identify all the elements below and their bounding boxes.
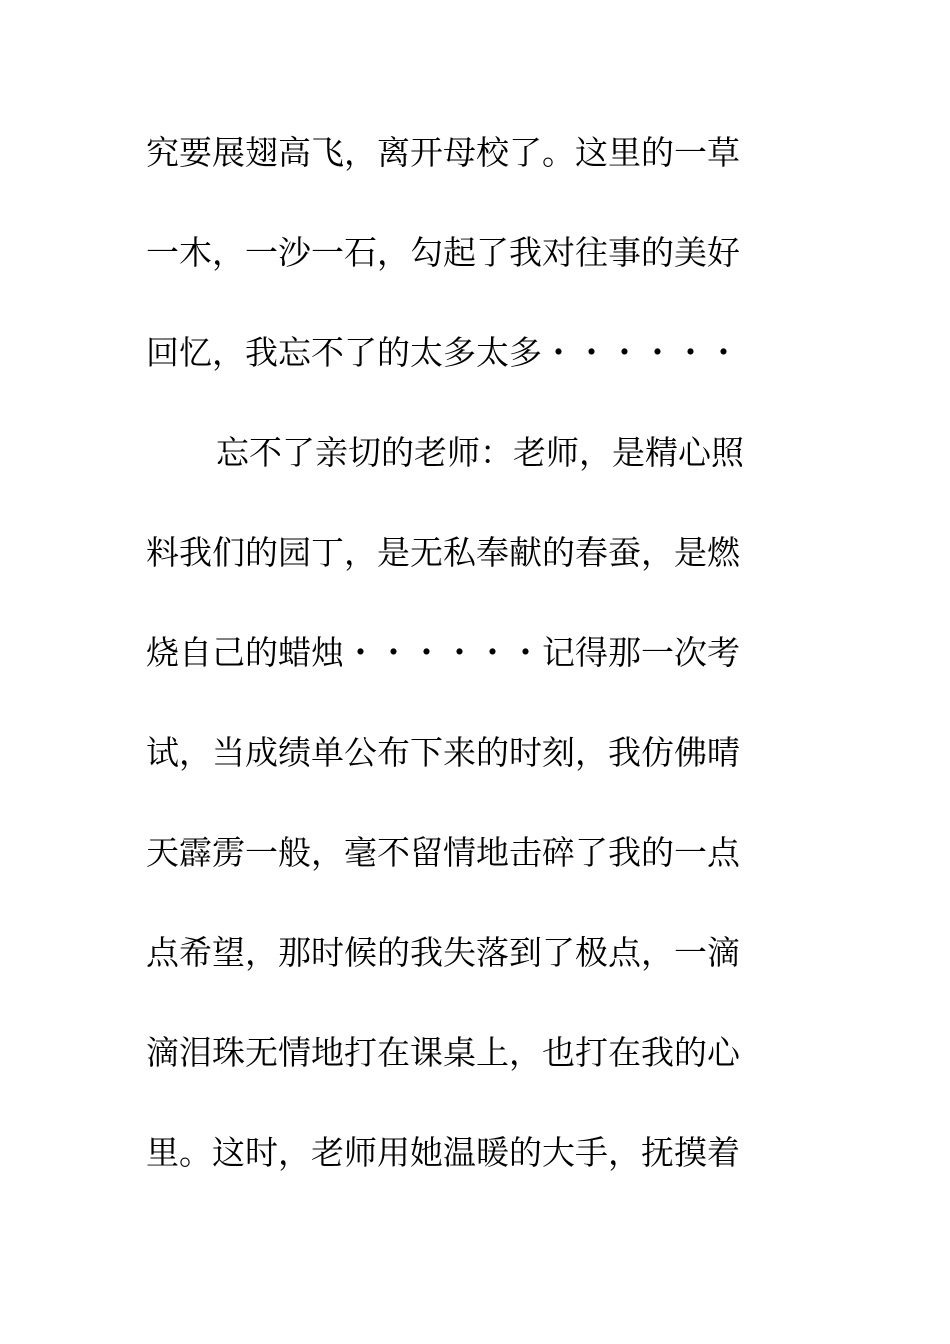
text-line: 里。这时，老师用她温暖的大手，抚摸着 [146,1133,740,1172]
body-text [146,126,786,1226]
text-line: 究要展翅高飞，离开母校了。这里的一草 [146,133,740,172]
paragraph-start-line: 忘不了亲切的老师：老师，是精心照 [216,433,744,472]
text-line: 点希望，那时候的我失落到了极点，一滴 [146,933,740,972]
text-line: 回忆，我忘不了的太多太多・・・・・・ [146,333,740,372]
text-line: 烧自己的蜡烛・・・・・・记得那一次考 [146,633,740,672]
text-line: 一木，一沙一石，勾起了我对往事的美好 [146,233,740,272]
text-line: 天霹雳一般，毫不留情地击碎了我的一点 [146,833,740,872]
text-line: 滴泪珠无情地打在课桌上，也打在我的心 [146,1033,740,1072]
text-line: 试，当成绩单公布下来的时刻，我仿佛晴 [146,733,740,772]
text-line: 料我们的园丁，是无私奉献的春蚕，是燃 [146,533,740,572]
